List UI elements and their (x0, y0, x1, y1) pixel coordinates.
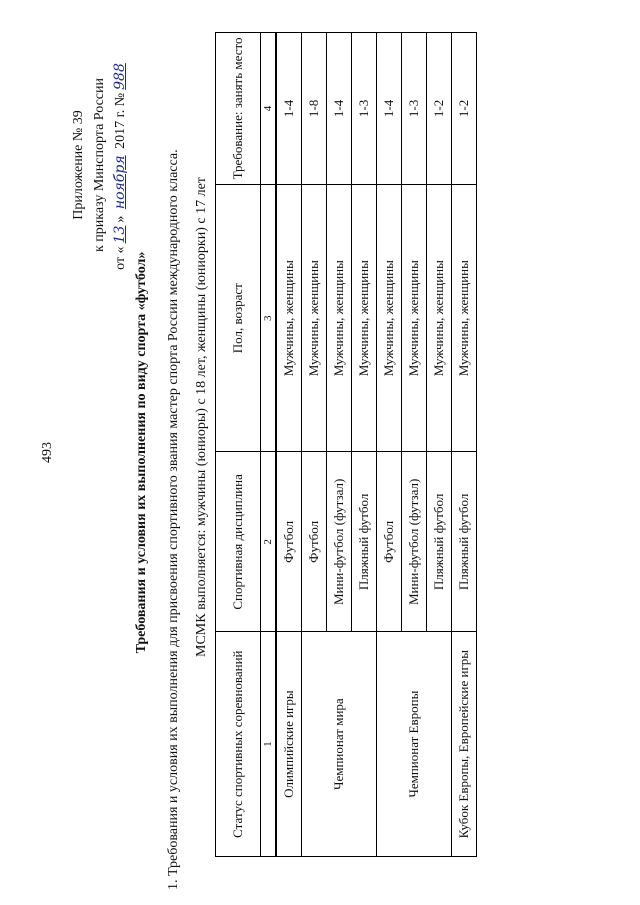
status-cell: Чемпионат мира (302, 632, 377, 857)
appendix-date-line (110, 45, 131, 285)
handwritten-month: ноября (112, 155, 128, 210)
place-cell: 1-4 (377, 33, 402, 185)
discipline-cell: Футбол (302, 452, 327, 632)
handwritten-order-number: 988 (112, 63, 128, 90)
intro-paragraph: 1. Требования и условия их выполнения для присвоения спортивного звания мастер спорта России международного класса. (166, 149, 181, 890)
discipline-cell: Футбол (377, 452, 402, 632)
column-number: 1 (261, 632, 277, 857)
gender-cell: Мужчины, женщины (402, 184, 427, 452)
table-row (452, 33, 477, 857)
date-year: 2017 г. № (113, 92, 128, 149)
column-number: 3 (261, 184, 277, 452)
status-cell: Кубок Европы, Европейские игры (452, 632, 477, 857)
status-cell: Чемпионат Европы (377, 632, 452, 857)
discipline-cell: Футбол (276, 452, 302, 632)
gender-cell: Мужчины, женщины (452, 184, 477, 452)
column-number: 2 (261, 452, 277, 632)
appendix-order-ref: к приказу Минспорта России (92, 78, 107, 252)
place-cell: 1-4 (327, 33, 352, 185)
header-discipline: Спортивная дисциплина (216, 452, 261, 632)
date-sep: » (113, 215, 128, 223)
status-cell: Олимпийские игры (276, 632, 302, 857)
place-cell: 1-2 (427, 33, 452, 185)
discipline-cell: Пляжный футбол (427, 452, 452, 632)
place-cell: 1-8 (302, 33, 327, 185)
appendix-header (68, 45, 131, 285)
gender-cell: Мужчины, женщины (352, 184, 377, 452)
header-place-requirement: Требование: занять место (216, 33, 261, 185)
handwritten-day: 13 (112, 225, 128, 244)
requirements-table (215, 32, 477, 857)
place-cell: 1-3 (352, 33, 377, 185)
place-cell: 1-3 (402, 33, 427, 185)
table-row (276, 33, 302, 857)
gender-cell: Мужчины, женщины (427, 184, 452, 452)
column-number: 4 (261, 33, 277, 185)
msmk-age-line: МСМК выполняется: мужчины (юниоры) с 18 лет, женщины (юниорки) с 17 лет (194, 177, 209, 657)
gender-cell: Мужчины, женщины (302, 184, 327, 452)
discipline-cell: Пляжный футбол (452, 452, 477, 632)
discipline-cell: Мини-футбол (футзал) (402, 452, 427, 632)
table-header-row (216, 33, 261, 857)
document-title: Требования и условия их выполнения по виду спорта «футбол» (134, 251, 149, 654)
discipline-cell: Пляжный футбол (352, 452, 377, 632)
table-row (302, 33, 327, 857)
header-gender-age: Пол, возраст (216, 184, 261, 452)
table-row (377, 33, 402, 857)
page-number: 493 (40, 442, 55, 463)
place-cell: 1-2 (452, 33, 477, 185)
gender-cell: Мужчины, женщины (377, 184, 402, 452)
discipline-cell: Мини-футбол (футзал) (327, 452, 352, 632)
appendix-number: Приложение № 39 (71, 110, 86, 220)
gender-cell: Мужчины, женщины (276, 184, 302, 452)
column-number-row (261, 33, 277, 857)
date-prefix: от « (113, 246, 128, 270)
gender-cell: Мужчины, женщины (327, 184, 352, 452)
header-status: Статус спортивных соревнований (216, 632, 261, 857)
place-cell: 1-4 (276, 33, 302, 185)
